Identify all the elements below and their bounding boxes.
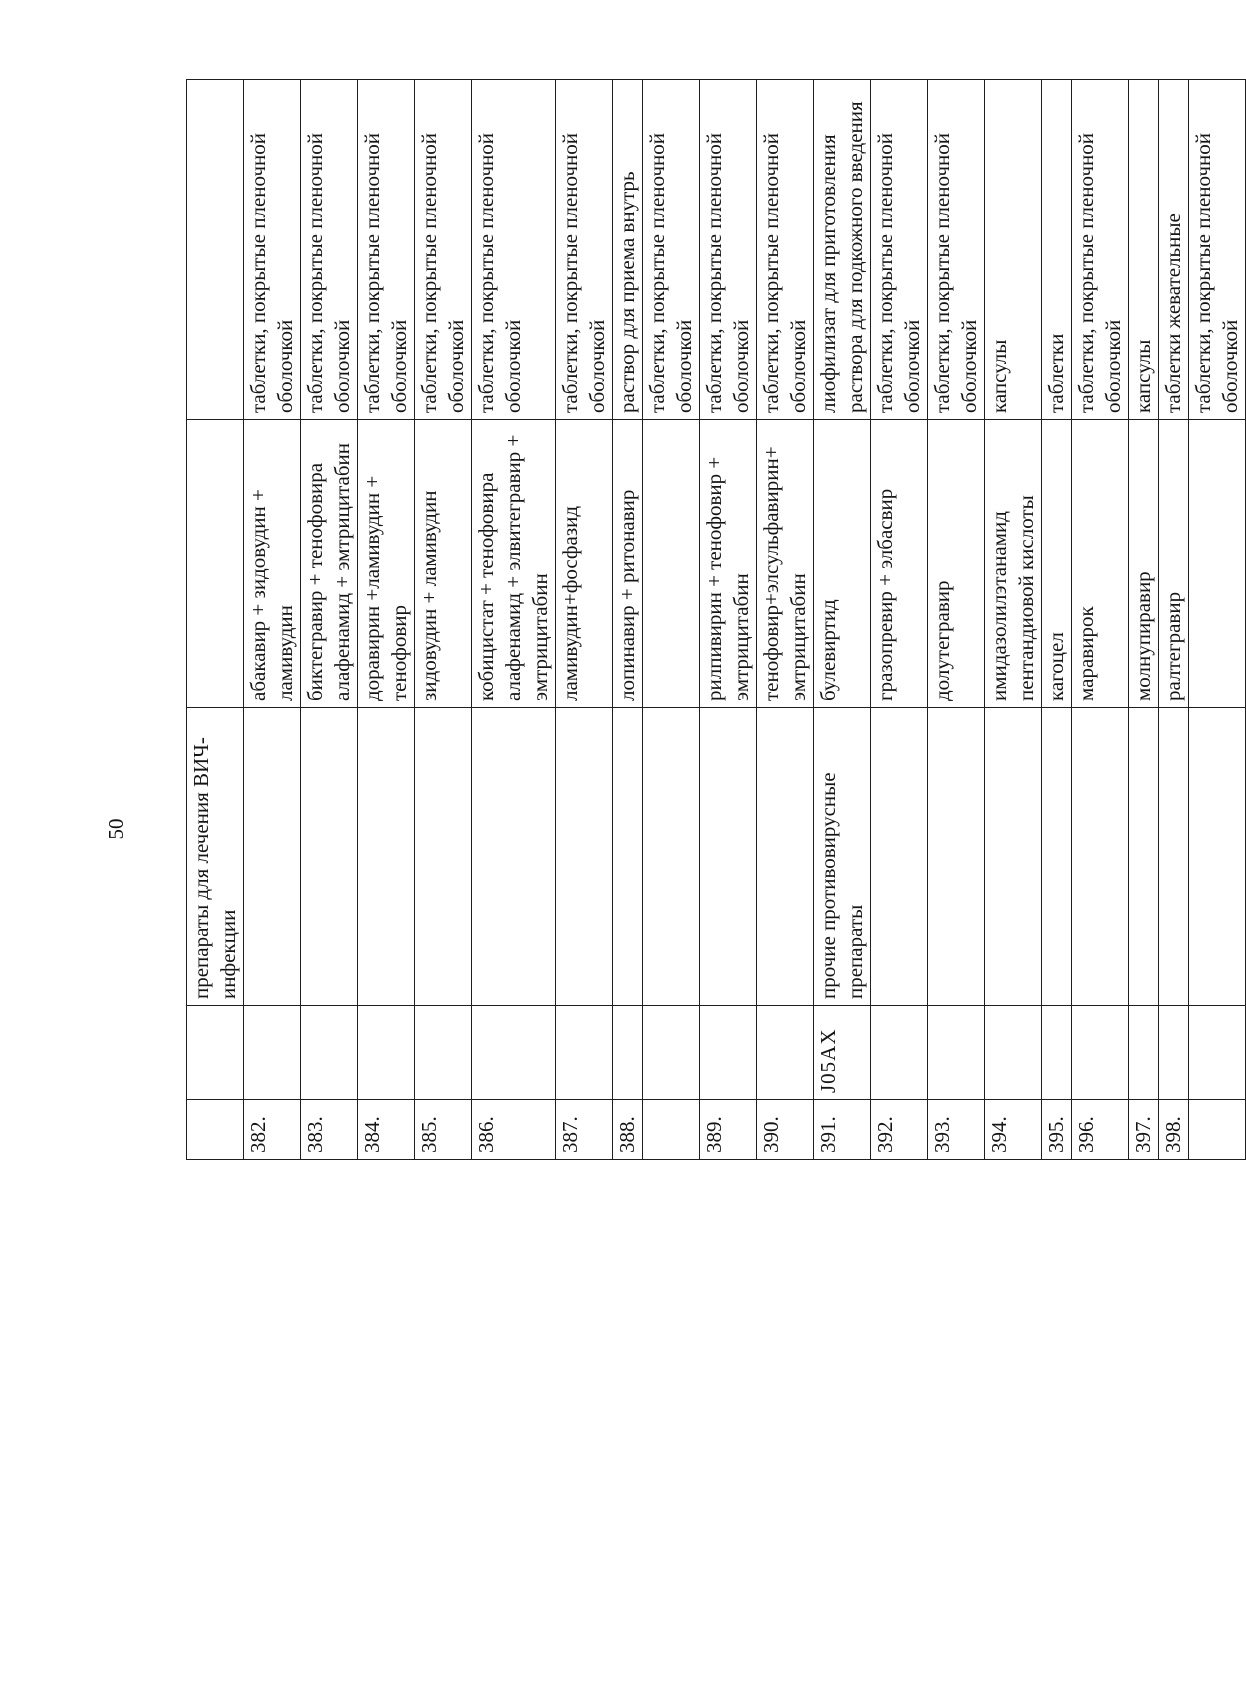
drug-group-cell: прочие противовирусные препараты	[814, 708, 871, 1006]
drug-name-cell: зидовудин + ламивудин	[415, 420, 472, 708]
drug-name-cell: лопинавир + ритонавир	[613, 420, 643, 708]
dosage-form-cell: таблетки, покрытые пленочной оболочкой	[871, 80, 928, 420]
drug-group-cell	[415, 708, 472, 1006]
table-row	[1189, 80, 1246, 1160]
rotated-table-sheet	[186, 80, 1242, 1160]
row-number-cell: 391.	[814, 1100, 871, 1160]
row-number-cell: 396.	[1072, 1100, 1129, 1160]
atc-code-cell	[1159, 1006, 1189, 1100]
drug-name-cell: молнупиравир	[1129, 420, 1159, 708]
dosage-form-cell: таблетки, покрытые пленочной оболочкой	[1189, 80, 1246, 420]
drug-group-cell	[757, 708, 814, 1006]
table-row	[985, 80, 1042, 1160]
dosage-form-cell: таблетки, покрытые пленочной оболочкой	[700, 80, 757, 420]
table-row	[928, 80, 985, 1160]
drug-name-cell: кобицистат + тенофовира алафенамид + элвитегравир + эмтрицитабин	[472, 420, 556, 708]
atc-code-cell	[415, 1006, 472, 1100]
dosage-form-cell: раствор для приема внутрь	[613, 80, 643, 420]
dosage-form-cell: таблетки, покрытые пленочной оболочкой	[472, 80, 556, 420]
table-row	[1042, 80, 1072, 1160]
row-number-cell: 383.	[301, 1100, 358, 1160]
dosage-form-cell	[187, 80, 244, 420]
drug-name-cell: рилпивирин + тенофовир + эмтрицитабин	[700, 420, 757, 708]
table-row	[757, 80, 814, 1160]
dosage-form-cell: таблетки, покрытые пленочной оболочкой	[301, 80, 358, 420]
drug-name-cell: биктегравир + тенофовира алафенамид + эмтрицитабин	[301, 420, 358, 708]
drug-name-cell: кагоцел	[1042, 420, 1072, 708]
drug-name-cell: булевиртид	[814, 420, 871, 708]
drug-group-cell	[613, 708, 643, 1006]
drug-name-cell: маравирок	[1072, 420, 1129, 708]
dosage-form-cell: таблетки, покрытые пленочной оболочкой	[1072, 80, 1129, 420]
table-row	[244, 80, 301, 1160]
row-number-cell: 392.	[871, 1100, 928, 1160]
drug-name-cell: тенофовир+элсульфавирин+ эмтрицитабин	[757, 420, 814, 708]
dosage-form-cell: таблетки, покрытые пленочной оболочкой	[415, 80, 472, 420]
dosage-form-cell: капсулы	[1129, 80, 1159, 420]
row-number-cell	[187, 1100, 244, 1160]
atc-code-cell	[643, 1006, 700, 1100]
drug-group-cell	[1159, 708, 1189, 1006]
drug-group-cell: препараты для лечения ВИЧ-инфекции	[187, 708, 244, 1006]
dosage-form-cell: таблетки, покрытые пленочной оболочкой	[244, 80, 301, 420]
table-row	[472, 80, 556, 1160]
row-number-cell: 398.	[1159, 1100, 1189, 1160]
drug-group-cell	[358, 708, 415, 1006]
drug-group-cell	[556, 708, 613, 1006]
atc-code-cell	[1042, 1006, 1072, 1100]
drug-group-cell	[985, 708, 1042, 1006]
table-row	[556, 80, 613, 1160]
atc-code-cell	[1072, 1006, 1129, 1100]
atc-code-cell	[556, 1006, 613, 1100]
atc-code-cell	[700, 1006, 757, 1100]
drug-group-cell	[643, 708, 700, 1006]
row-number-cell: 388.	[613, 1100, 643, 1160]
table-row	[1129, 80, 1159, 1160]
drug-name-cell: доравирин +ламивудин + тенофовир	[358, 420, 415, 708]
table-row	[415, 80, 472, 1160]
drug-name-cell	[643, 420, 700, 708]
table-row	[187, 80, 244, 1160]
drug-group-cell	[244, 708, 301, 1006]
drug-group-cell	[928, 708, 985, 1006]
dosage-form-cell: капсулы	[985, 80, 1042, 420]
row-number-cell: 387.	[556, 1100, 613, 1160]
dosage-form-cell: таблетки, покрытые пленочной оболочкой	[757, 80, 814, 420]
drug-group-cell	[1042, 708, 1072, 1006]
drug-group-cell	[1072, 708, 1129, 1006]
dosage-form-cell: таблетки, покрытые пленочной оболочкой	[643, 80, 700, 420]
drug-name-cell	[1189, 420, 1246, 708]
atc-code-cell	[301, 1006, 358, 1100]
atc-code-cell: J05AX	[814, 1006, 871, 1100]
atc-code-cell	[757, 1006, 814, 1100]
atc-code-cell	[187, 1006, 244, 1100]
dosage-form-cell: таблетки, покрытые пленочной оболочкой	[556, 80, 613, 420]
table-row	[1072, 80, 1129, 1160]
drug-group-cell	[472, 708, 556, 1006]
drug-group-cell	[301, 708, 358, 1006]
table-row	[1159, 80, 1189, 1160]
drug-group-cell	[1189, 708, 1246, 1006]
dosage-form-cell: таблетки, покрытые пленочной оболочкой	[928, 80, 985, 420]
dosage-form-cell: таблетки, покрытые пленочной оболочкой	[358, 80, 415, 420]
row-number-cell: 394.	[985, 1100, 1042, 1160]
row-number-cell	[643, 1100, 700, 1160]
row-number-cell: 393.	[928, 1100, 985, 1160]
row-number-cell: 397.	[1129, 1100, 1159, 1160]
dosage-form-cell: лиофилизат для приготовления раствора для подкожного введения	[814, 80, 871, 420]
drug-name-cell: абакавир + зидовудин + ламивудин	[244, 420, 301, 708]
row-number-cell: 389.	[700, 1100, 757, 1160]
drug-group-cell	[1129, 708, 1159, 1006]
table-row	[613, 80, 643, 1160]
page-number: 50	[104, 818, 128, 840]
row-number-cell: 384.	[358, 1100, 415, 1160]
atc-code-cell	[985, 1006, 1042, 1100]
table-row	[814, 80, 871, 1160]
drug-table-body	[187, 80, 1246, 1160]
row-number-cell: 386.	[472, 1100, 556, 1160]
drug-name-cell	[187, 420, 244, 708]
table-row	[358, 80, 415, 1160]
drug-name-cell: гразопревир + элбасвир	[871, 420, 928, 708]
row-number-cell: 385.	[415, 1100, 472, 1160]
drug-group-cell	[700, 708, 757, 1006]
row-number-cell	[1189, 1100, 1246, 1160]
table-row	[643, 80, 700, 1160]
drug-name-cell: долутегравир	[928, 420, 985, 708]
atc-code-cell	[358, 1006, 415, 1100]
drug-name-cell: имидазолилэтанамид пентандиовой кислоты	[985, 420, 1042, 708]
drug-group-cell	[871, 708, 928, 1006]
table-row	[871, 80, 928, 1160]
atc-code-cell	[613, 1006, 643, 1100]
row-number-cell: 390.	[757, 1100, 814, 1160]
table-row	[700, 80, 757, 1160]
row-number-cell: 382.	[244, 1100, 301, 1160]
drug-name-cell: ламивудин+фосфазид	[556, 420, 613, 708]
atc-code-cell	[244, 1006, 301, 1100]
dosage-form-cell: таблетки	[1042, 80, 1072, 420]
atc-code-cell	[871, 1006, 928, 1100]
drug-name-cell: ралтегравир	[1159, 420, 1189, 708]
drug-table	[186, 79, 1246, 1160]
atc-code-cell	[1189, 1006, 1246, 1100]
table-row	[301, 80, 358, 1160]
atc-code-cell	[1129, 1006, 1159, 1100]
atc-code-cell	[472, 1006, 556, 1100]
dosage-form-cell: таблетки жевательные	[1159, 80, 1189, 420]
atc-code-cell	[928, 1006, 985, 1100]
row-number-cell: 395.	[1042, 1100, 1072, 1160]
